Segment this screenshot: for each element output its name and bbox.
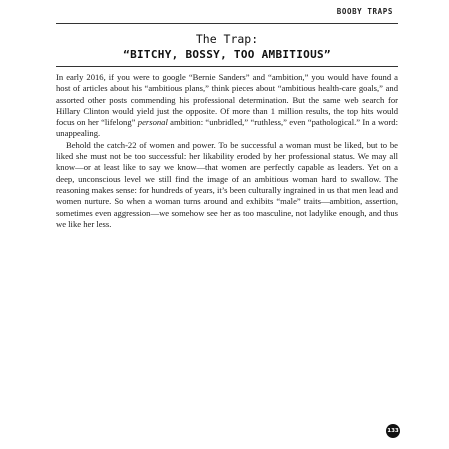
title-rule <box>56 66 398 67</box>
running-head: BOOBY TRAPS <box>336 7 393 16</box>
section-title-kicker: The Trap: <box>195 32 259 46</box>
paragraph-1-italic: personal <box>137 117 168 128</box>
header-rule <box>56 23 398 24</box>
paragraph-1-text-b: ambition: “unbridled,” “ruthless,” even “pathological.” In a word: unappealing. <box>56 117 398 139</box>
paragraph-1 <box>56 72 398 140</box>
paragraph-1-text-a: In early 2016, if you were to google “Bernie Sanders” and “ambition,” you would have found a host of articles about his “ambitious plans,” think pieces about “ambitious health-care goals,” and assorted other posts commending his professional determination. But the same web search for Hillary Clinton would yield just the opposite. Of more than 1 million results, the top hits would focus on her “lifelong” <box>56 72 398 128</box>
page-number-badge: 133 <box>386 424 400 438</box>
section-title: “BITCHY, BOSSY, TOO AMBITIOUS” <box>123 48 331 61</box>
body-text <box>56 72 398 230</box>
paragraph-2: Behold the catch-22 of women and power. To be successful a woman must be liked, but to be liked she must not be too successful: her likability eroded by her professional status. We may all know—or at least like to say we know—that women are perfectly capable as leaders. Yet on a deep, unconscious level we still find the image of an ambitious woman hard to swallow. The reasoning makes sense: for hundreds of years, it’s been culturally ingrained in us that men lead and women nurture. So when a woman turns around and exhibits “male” traits—ambition, assertion, sometimes even aggression—we somehow see her as too masculine, not ladylike enough, and thus we like her less. <box>56 139 398 229</box>
